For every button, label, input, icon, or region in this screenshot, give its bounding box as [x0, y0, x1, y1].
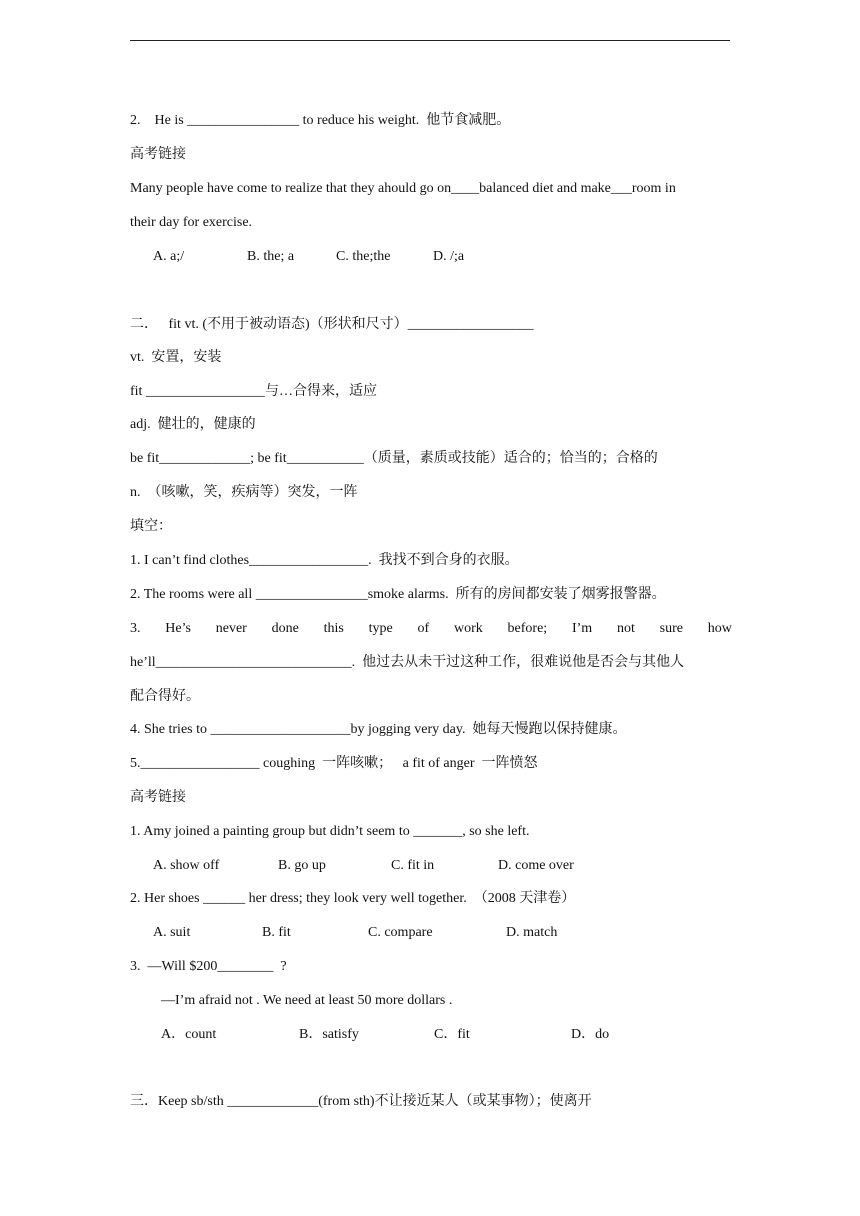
text-line: vt. 安置，安装: [130, 350, 222, 365]
word: I’m: [571, 621, 593, 636]
text-line: be fit_____________; be fit___________（质量，素质或技能）适合的；恰当的；合格的: [130, 451, 658, 466]
text-line: 配合得好。: [130, 689, 200, 704]
text-line: he’ll____________________________. 他过去从未干过这种工作，很难说他是否会与其他人: [130, 655, 685, 670]
text-line: adj. 健壮的，健康的: [130, 417, 256, 432]
word: 3.: [130, 621, 141, 636]
section-heading: 高考链接: [130, 147, 186, 162]
word: He’s: [165, 621, 191, 636]
word: how: [707, 621, 732, 636]
section-heading: 填空：: [130, 519, 172, 534]
word: done: [271, 621, 299, 636]
option-b: B. the; a: [247, 249, 295, 264]
word: not: [616, 621, 635, 636]
word: work: [453, 621, 483, 636]
option-d: D. /;a: [433, 249, 465, 264]
text-line: 2. Her shoes ______ her dress; they look very well together. （2008 天津卷）: [130, 891, 576, 906]
option-b: B. go up: [278, 858, 326, 873]
option-a: A. suit: [153, 925, 191, 940]
text-line: their day for exercise.: [130, 215, 253, 230]
header-rule: [130, 40, 730, 41]
text-line: 2. He is ________________ to reduce his weight. 他节食减肥。: [130, 113, 511, 128]
word: this: [323, 621, 344, 636]
option-c: C. the;the: [336, 249, 391, 264]
option-d: D. come over: [498, 858, 574, 873]
word: type: [368, 621, 393, 636]
section-heading: 高考链接: [130, 790, 186, 805]
text-line: Many people have come to realize that they ahould go on____balanced diet and make___room in: [130, 181, 676, 196]
option-a: A．count: [161, 1027, 217, 1042]
word: never: [215, 621, 247, 636]
section-heading: 三．Keep sb/sth _____________(from sth)不让接近某人（或某事物）；使离开: [130, 1094, 592, 1109]
word: sure: [659, 621, 683, 636]
option-a: A. show off: [153, 858, 220, 873]
text-line: 3. —Will $200________ ?: [130, 959, 287, 974]
option-b: B. fit: [262, 925, 291, 940]
word: before;: [507, 621, 548, 636]
text-line: 1. I can’t find clothes_________________. 我找不到合身的衣服。: [130, 553, 519, 568]
section-heading: 二． fit vt. (不用于被动语态)（形状和尺寸）__________________: [130, 317, 534, 332]
option-b: B．satisfy: [299, 1027, 359, 1042]
option-d: D．do: [571, 1027, 610, 1042]
option-a: A. a;/: [153, 249, 185, 264]
word: of: [417, 621, 430, 636]
text-line: n. （咳嗽，笑，疾病等）突发，一阵: [130, 485, 358, 500]
text-line: 1. Amy joined a painting group but didn’t seem to _______, so she left.: [130, 824, 530, 839]
text-line: —I’m afraid not . We need at least 50 more dollars .: [161, 993, 453, 1008]
text-line: 2. The rooms were all ________________smoke alarms. 所有的房间都安装了烟雾报警器。: [130, 587, 666, 602]
text-line: 4. She tries to ____________________by jogging very day. 她每天慢跑以保持健康。: [130, 722, 627, 737]
option-d: D. match: [506, 925, 558, 940]
text-line: 5._________________ coughing 一阵咳嗽； a fit of anger 一阵愤怒: [130, 756, 538, 771]
option-c: C. compare: [368, 925, 433, 940]
justified-line: [130, 620, 732, 638]
text-line: fit _________________与…合得来，适应: [130, 384, 377, 399]
option-c: C．fit: [434, 1027, 470, 1042]
option-c: C. fit in: [391, 858, 435, 873]
